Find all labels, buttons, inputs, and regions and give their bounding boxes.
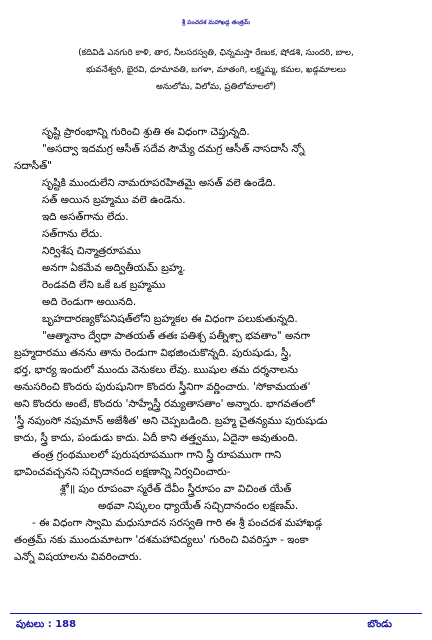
body-line-8: నిర్విశేష చిన్మాత్రరూపము	[42, 245, 141, 257]
body-line-6: ఇది అసత్‌గాను లేదు.	[42, 211, 129, 223]
body-line-3: సదాసీత్"	[14, 160, 52, 172]
subtitle-line-2: భువనేశ్వరి, భైరవి, ధూమావతి, బగళా, మాతంగి, లక్ష్మమ్మ, కమల, ఖడ్గమాలలు	[86, 65, 346, 75]
verse-line-2: అథవా నిష్కలం ధ్యాయేత్ సచ్చిదానందం లక్షణమ్.	[98, 500, 299, 512]
body-line-22: - ఈ విధంగా స్వామి మధుసూదన సరస్వతి గారి ఈ శ్రీ పంచదశ మహాఖడ్గ	[32, 517, 323, 529]
body-line-19: కాదు, స్త్రీ కాదు, పండుడు కాదు. ఏదీ కాని తత్త్వము, ఏదైనా అవుతుంది.	[14, 432, 298, 444]
body-line-16: అనుసరించి కొందరు పురుషునిగా కొందరు స్త్రీనిగా వర్ణించారు. 'సోకామయత'	[14, 381, 311, 393]
verse-line-1: శ్లో॥ పుం రూపంవా స్మరేత్ దేవీం స్త్రీరూపం వా విచింత యేత్	[60, 483, 292, 495]
body-line-21: భావించవచ్చనని సచ్చిదానంద లక్షణాన్ని నిర్వచించారు-	[14, 466, 231, 478]
body-line-20: తంత్ర గ్రంథములలో పురుషరూపముగా గాని స్త్రీ రూపముగా గాని	[32, 449, 282, 461]
book-title: శ్రీ పంచదశ మహాఖడ్గ తంత్రమ్	[182, 20, 250, 26]
body-line-23: తంత్రమ్ నకు ముందుమాటగా 'దశమహావిద్యలు' గురించి వివరిస్తూ - ఇంకా	[14, 534, 309, 546]
body-line-5: సత్ అయిన బ్రహ్మము వలె ఉండెను.	[42, 194, 186, 206]
body-line-11: అది రెండుగా అయినది.	[42, 296, 137, 308]
document-page	[10, 6, 422, 634]
body-line-4: సృష్టికి ముందులేని నామరూపరహితమై అసత్ వలె ఉండేది.	[42, 177, 276, 189]
body-line-18: 'స్త్రీ నపుంసో నపుమాన్ అజేశీత' అని చెప్పబడింది. బ్రహ్మ చైతన్యము పురుషుడు	[14, 415, 328, 427]
footer-right-label: బొండు	[367, 619, 392, 630]
footer-divider	[10, 613, 422, 614]
body-line-24: ఎన్నో విషయాలను వివరించారు.	[14, 551, 142, 563]
page-count-label: పుటలు : 188	[16, 619, 77, 630]
body-line-7: సత్‌గాను లేదు.	[42, 228, 103, 240]
body-line-14: బ్రహ్మదారము తనను తాను రెండుగా విభజించుకొన్నది. పురుషుడు, స్త్రీ,	[14, 347, 292, 359]
body-line-13: "ఆత్మానాం ద్వేధా పాతయత్ తతః పతిశ్చ పత్నీశ్చా భవతాం" అనగా	[42, 330, 311, 342]
body-line-9: అనగా ఏకమేవ అద్వితీయమ్ బ్రహ్మ.	[42, 262, 186, 274]
body-line-1: సృష్టి ప్రారంభాన్ని గురించి శ్రుతి ఈ విధంగా చెప్తున్నది.	[42, 126, 250, 138]
subtitle-line-1: (కదివిడి ఎనగురి కాళి, తార, నీలసరస్వతి, ఛిన్నమస్తా రేణుక, షోడశి, సుందరి, బాల,	[78, 48, 354, 58]
body-line-2: "అసద్వా ఇదమగ్ర ఆసీత్ సదేవ సౌమ్యే దమగ్ర ఆసీత్ నాసదాసీ న్నో	[42, 143, 305, 155]
body-line-12: బృహదారణ్యకోపనిషత్‌లోని బ్రహ్మకల ఈ విధంగా పలుకుతున్నది.	[42, 313, 298, 325]
body-line-10: రెండవది లేని ఒకే ఒక బ్రహ్మము	[42, 279, 166, 291]
body-line-15: భర్త, భార్య ఇందులో ముందు వెనుకలు లేవు. ఋషుల తమ దర్శనాలను	[14, 364, 299, 376]
body-line-17: అని కొందరు అంటే, కొందరు 'సాహ్నేస్త్రీ రమ్యతాసతాం' అన్నారు. భాగవతంలో	[14, 398, 315, 410]
subtitle-line-3: అనులోమ, విలోమ, ప్రతిలోమాలలో)	[156, 82, 276, 92]
